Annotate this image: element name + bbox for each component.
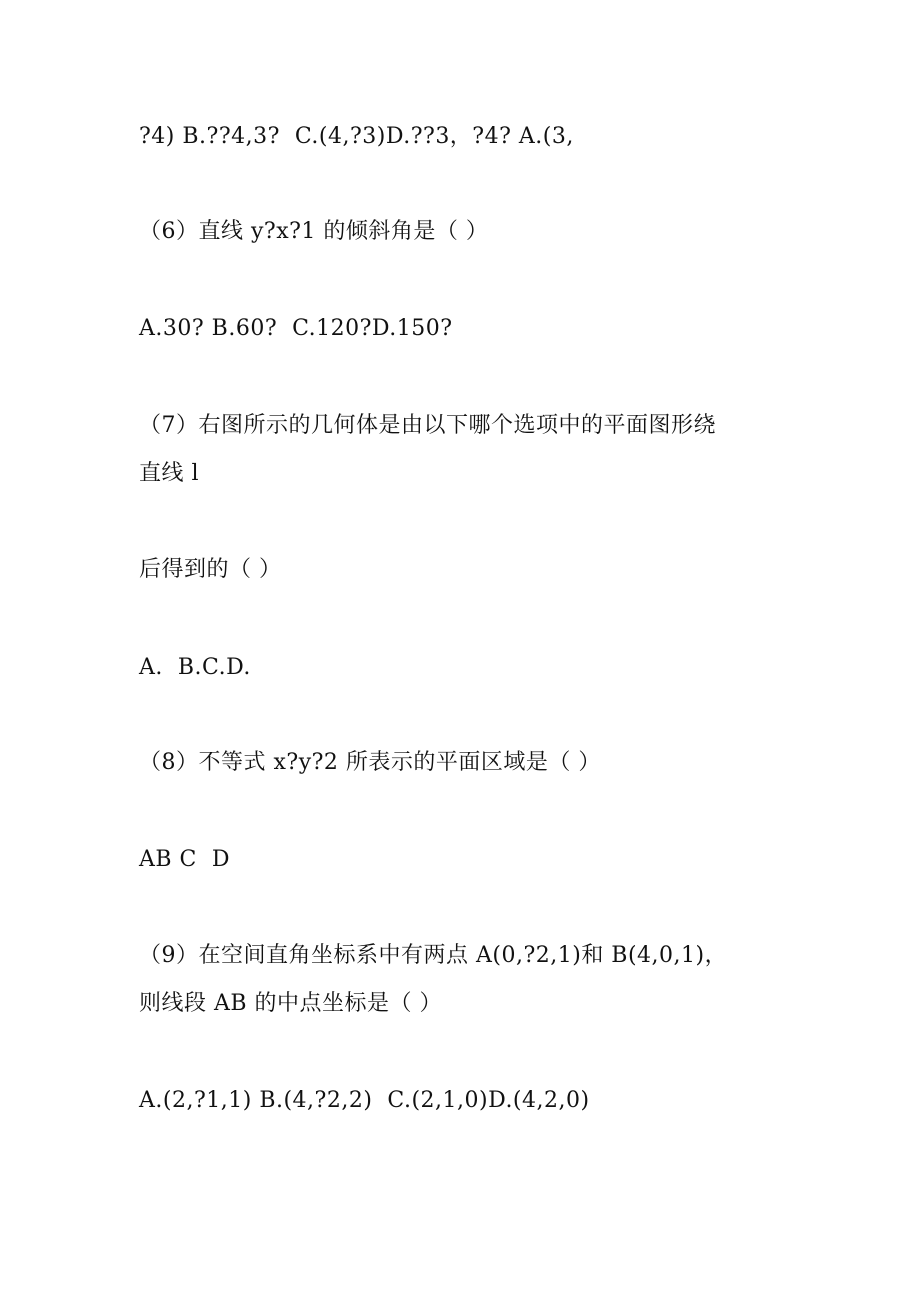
text-line-question-8: （8）不等式 x?y?2 所表示的平面区域是（ ） <box>139 750 601 775</box>
text-line-question-7: （7）右图所示的几何体是由以下哪个选项中的平面图形绕 <box>139 413 716 438</box>
text-line-options-6: A.30? B.60? C.120?D.150? <box>139 316 453 341</box>
text-line-options-8: AB C D <box>139 847 231 872</box>
text-line-question-6: （6）直线 y?x?1 的倾斜角是（ ） <box>139 219 489 244</box>
text-line-question-9: （9）在空间直角坐标系中有两点 A(0,?2,1)和 B(4,0,1)， <box>139 943 728 968</box>
text-line-question-7-cont: 直线 l <box>139 461 200 486</box>
text-line-question-9-cont: 则线段 AB 的中点坐标是（ ） <box>139 991 443 1016</box>
text-line-options-7: A. B.C.D. <box>139 655 251 680</box>
text-line-options-5: ?4) B.??4,3? C.(4,?3)D.??3，?4? A.(3, <box>139 124 574 149</box>
text-line-question-7-end: 后得到的（ ） <box>139 557 282 582</box>
text-line-options-9: A.(2,?1,1) B.(4,?2,2) C.(2,1,0)D.(4,2,0) <box>139 1088 590 1113</box>
